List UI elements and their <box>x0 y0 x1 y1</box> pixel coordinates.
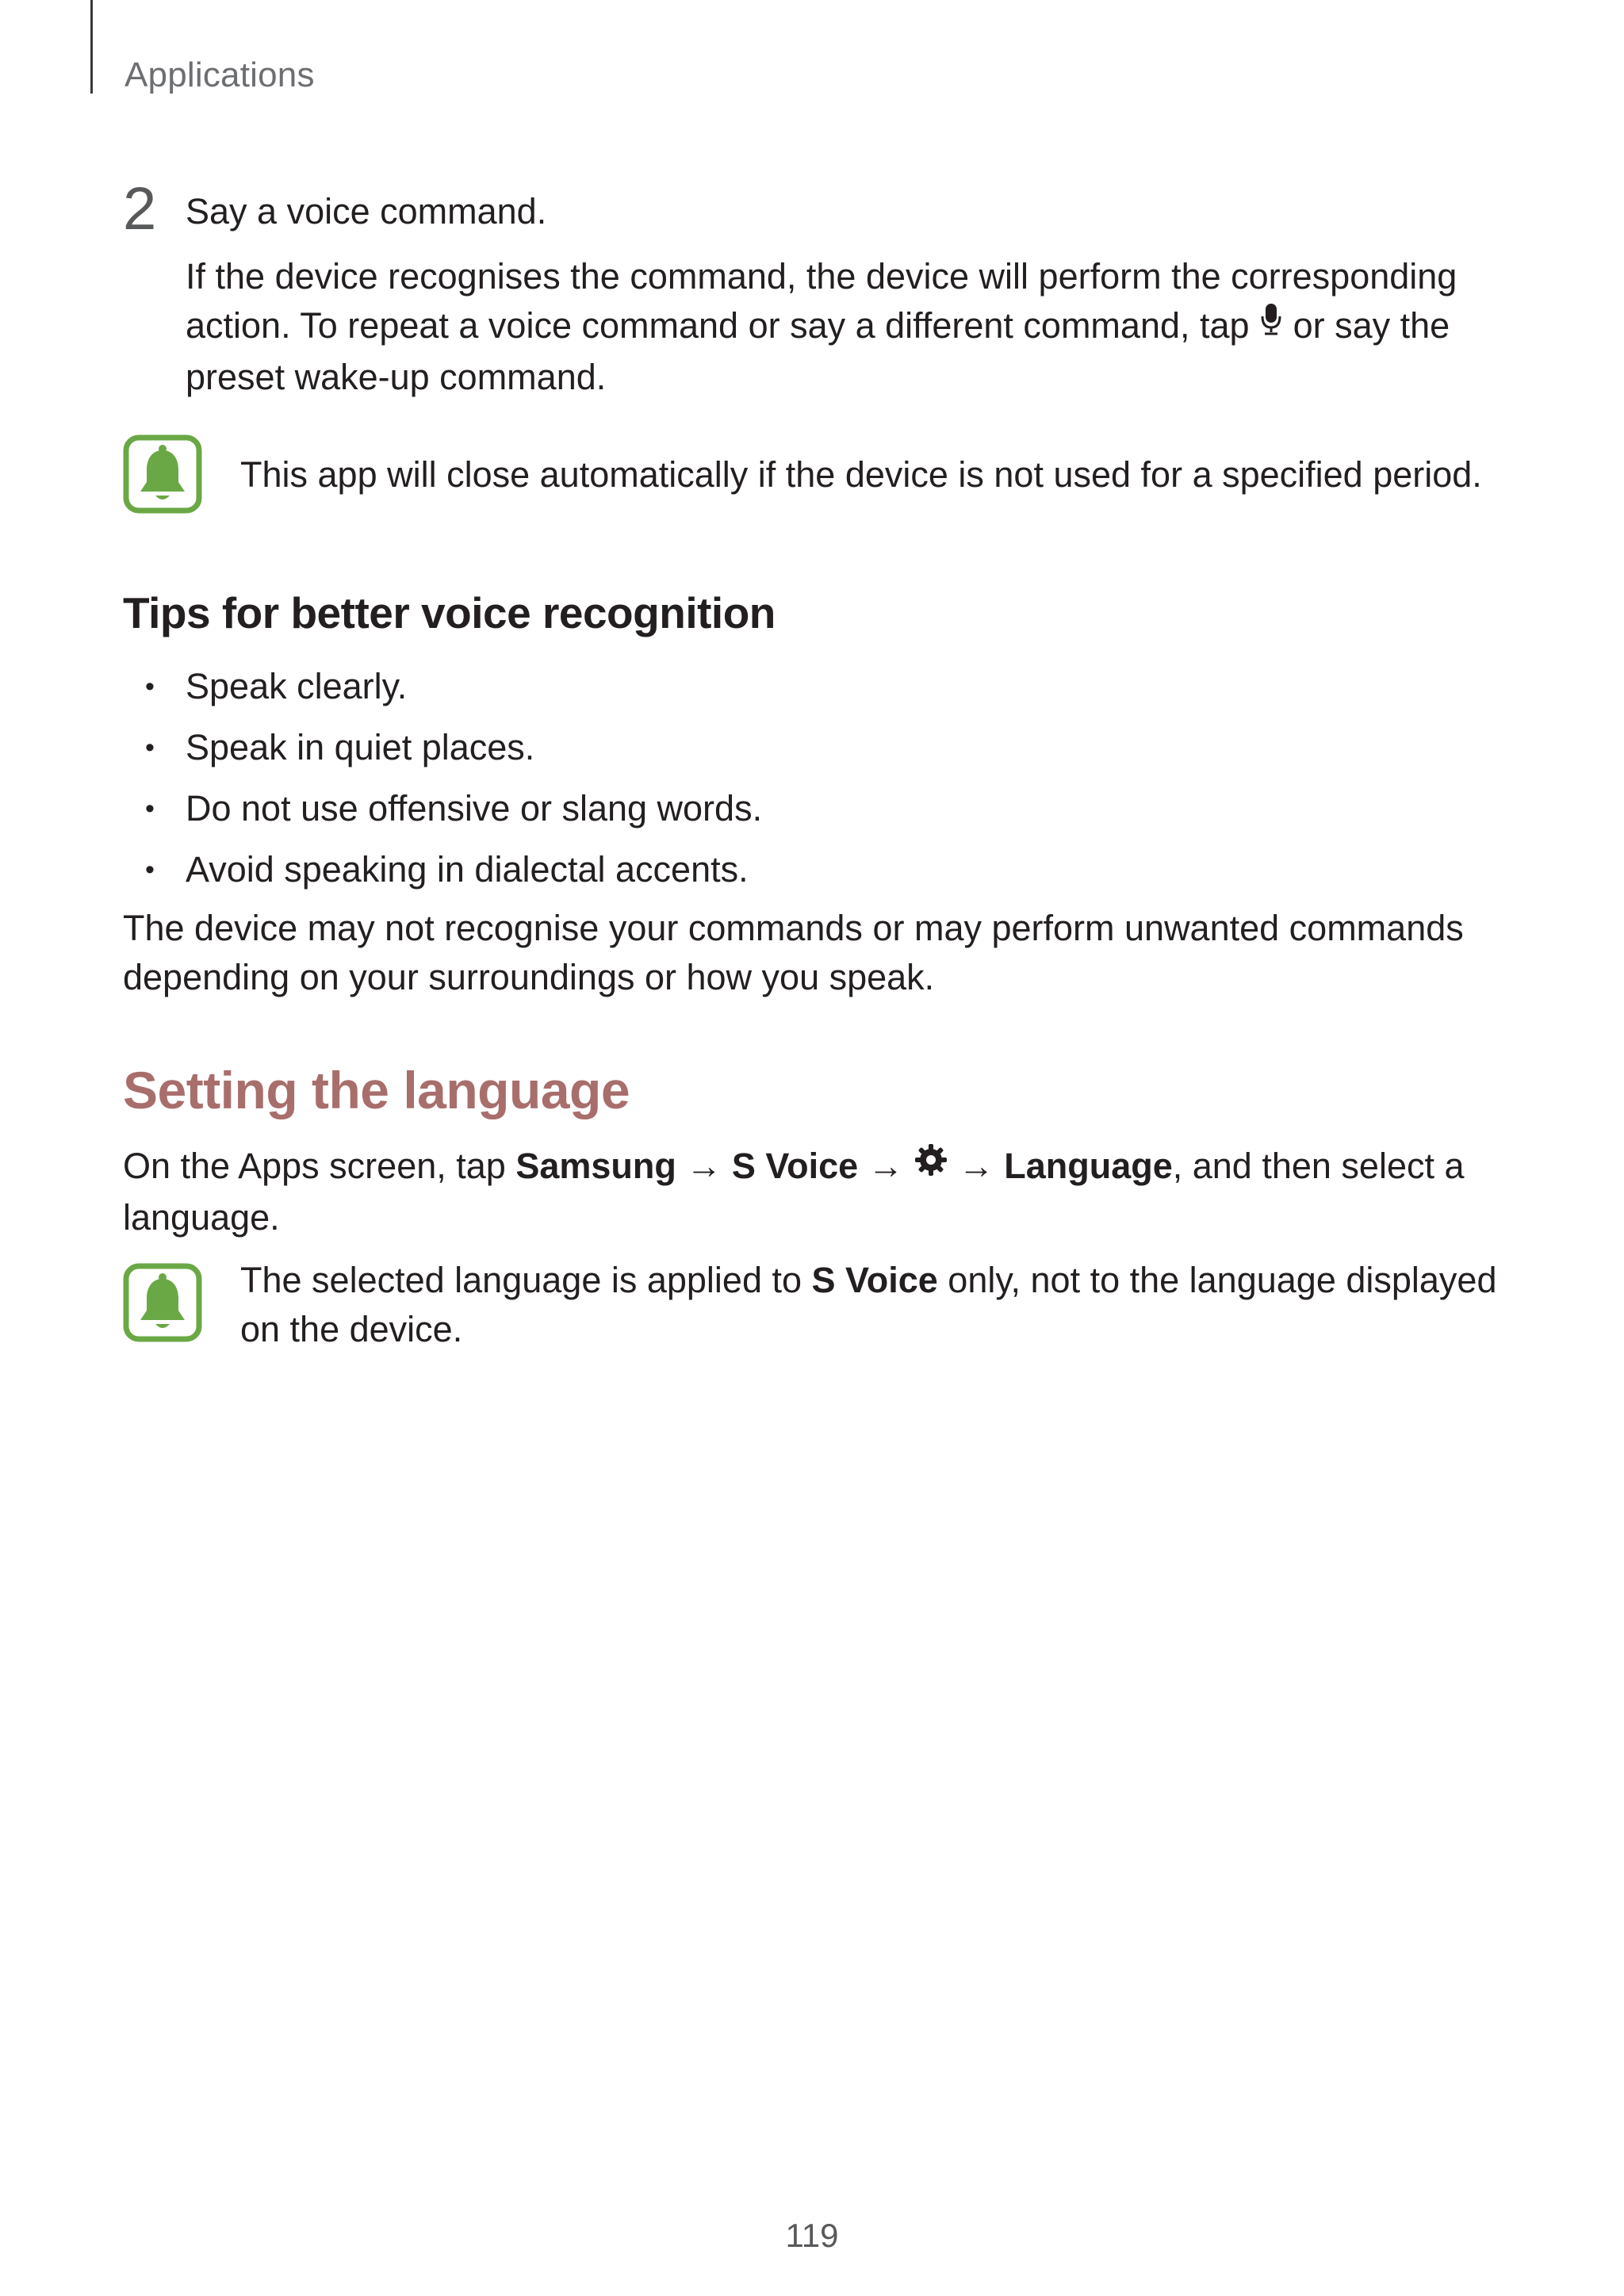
language-intro: On the Apps screen, tap <box>123 1146 506 1186</box>
tips-heading: Tips for better voice recognition <box>123 588 776 637</box>
note-text: This app will close automatically if the device is not used for a specified period. <box>240 454 1482 495</box>
svoice-label: S Voice <box>811 1260 938 1300</box>
step-description <box>186 252 1518 402</box>
note-text-start: The selected language is applied to <box>240 1260 802 1300</box>
notification-bell-icon <box>123 434 202 514</box>
language-outro: , and then select a language. <box>123 1146 1465 1238</box>
tips-list <box>123 662 762 906</box>
language-instructions <box>123 1142 1534 1242</box>
notification-bell-icon <box>123 1263 202 1342</box>
list-item <box>123 845 762 906</box>
samsung-label: Samsung <box>515 1146 676 1186</box>
page-number: 119 <box>785 2217 839 2254</box>
note-text <box>240 1256 1525 1354</box>
language-label: Language <box>1004 1146 1173 1186</box>
step-title: Say a voice command. <box>186 191 547 232</box>
tip-text: Speak clearly. <box>186 666 408 706</box>
header-rule <box>90 0 93 94</box>
note-text-end: only, not to the language displayed on the device. <box>240 1260 1497 1349</box>
arrow: → <box>686 1146 722 1186</box>
microphone-icon <box>1259 300 1283 350</box>
tip-text: Speak in quiet places. <box>186 727 535 767</box>
tips-paragraph: The device may not recognise your commands or may perform unwanted commands depending on your surroundings or how you speak. <box>123 908 1464 997</box>
bullet: • <box>145 672 155 702</box>
list-item <box>123 662 762 723</box>
gear-icon <box>914 1141 948 1190</box>
running-header: Applications <box>124 55 315 94</box>
tip-text: Avoid speaking in dialectal accents. <box>186 849 749 890</box>
list-item <box>123 723 762 784</box>
bullet: • <box>145 733 155 763</box>
arrow: → <box>868 1146 904 1186</box>
section-heading: Setting the language <box>123 1061 630 1119</box>
step-number: 2 <box>123 175 157 243</box>
list-item <box>123 784 762 845</box>
tip-text: Do not use offensive or slang words. <box>186 788 763 828</box>
arrow: → <box>958 1146 994 1186</box>
bullet: • <box>145 855 155 885</box>
step-description-text-end: or say the preset wake-up command. <box>186 305 1450 398</box>
svoice-label: S Voice <box>731 1146 859 1186</box>
bullet: • <box>145 794 155 824</box>
step-description-text: If the device recognises the command, the device will perform the corresponding action. To repeat a voice command or say a different command, tap <box>186 256 1457 346</box>
